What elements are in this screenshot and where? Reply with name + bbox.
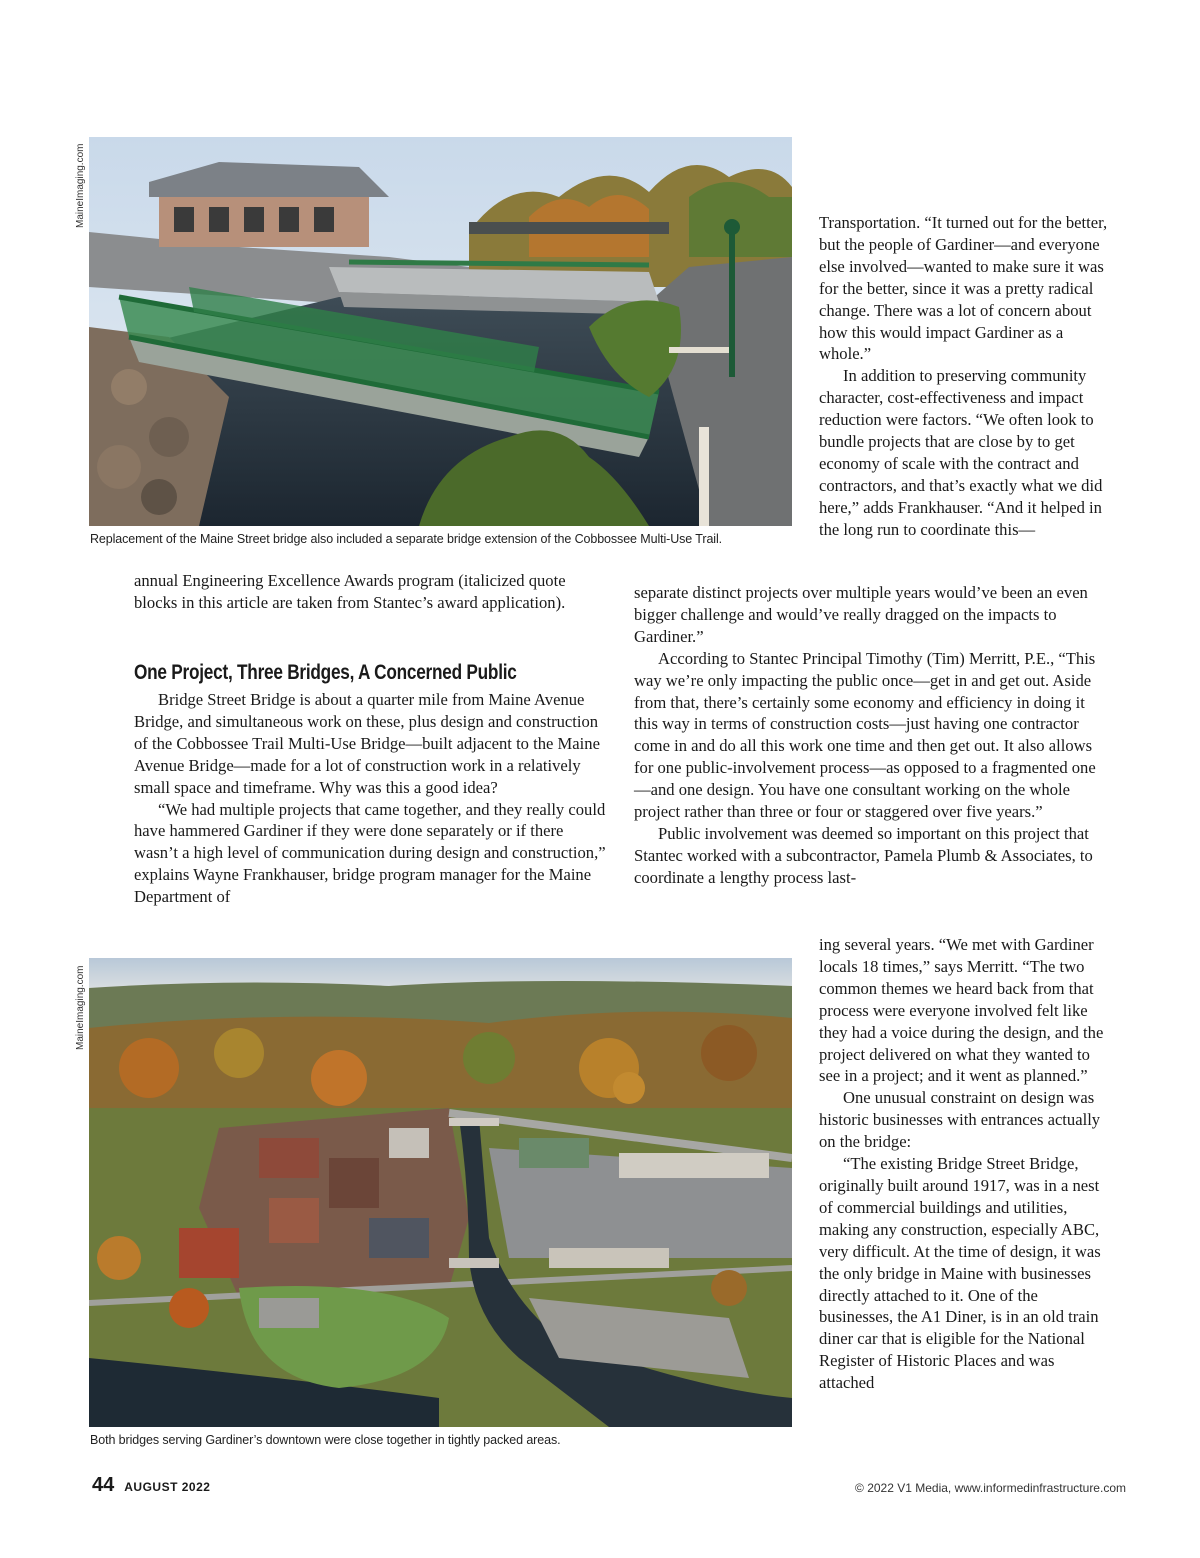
paragraph: ing several years. “We met with Gardiner locals 18 times,” says Merritt. “The two common themes we heard back from that process were everyone involved felt like they had a voice during the design, and the project delivered on what they wanted to see in a project; and it went as planned.”	[819, 935, 1104, 1086]
paragraph: separate distinct projects over multiple years would’ve been an even bigger challenge and would’ve really dragged on the impacts to Gardiner.”	[634, 583, 1088, 646]
paragraph: “The existing Bridge Street Bridge, originally built around 1917, was in a nest of commercial buildings and utilities, making any construction, especially ABC, very difficult. At the time of design, it was the only bridge in Maine with businesses directly attached to it. One of the businesses, the A1 Diner, is in an old train diner car that is eligible for the National Register of Historic Places and was attached	[819, 1154, 1101, 1393]
caption-top: Replacement of the Maine Street bridge also included a separate bridge extension of the Cobbossee Multi-Use Trail.	[90, 532, 723, 546]
aerial-photo	[89, 958, 792, 1427]
page-number: 44	[92, 1474, 115, 1496]
paragraph: annual Engineering Excellence Awards program (italicized quote blocks in this article are taken from Stantec’s award application).	[134, 571, 566, 612]
section-heading: One Project, Three Bridges, A Concerned Public	[134, 661, 517, 684]
article-left-body	[134, 689, 610, 908]
article-right-bottom	[819, 934, 1113, 1394]
copyright: © 2022 V1 Media, www.informedinfrastructure.com	[855, 1481, 1126, 1495]
article-right-middle	[634, 582, 1112, 889]
paragraph: Public involvement was deemed so important on this project that Stantec worked with a subcontractor, Pamela Plumb & Associates, to coordinate a lengthy process last-	[634, 823, 1093, 887]
caption-bottom: Both bridges serving Gardiner’s downtown were close together in tightly packed areas.	[90, 1433, 561, 1447]
paragraph: “We had multiple projects that came together, and they really could have hammered Gardiner if they were done separately or if there wasn’t a high level of communication during design and construction,” explains Wayne Frankhauser, bridge program manager for the Maine Department of	[134, 799, 606, 907]
paragraph: Transportation. “It turned out for the better, but the people of Gardiner—and everyone else involved—wanted to make sure it was for the better, since it was a pretty radical change. There was a lot of concern about how this would impact Gardiner as a whole.”	[819, 213, 1108, 364]
page-footer-left	[92, 1474, 210, 1497]
paragraph: One unusual constraint on design was historic businesses with entrances actually on the bridge:	[819, 1088, 1101, 1152]
issue-date: AUGUST 2022	[124, 1480, 211, 1494]
photo-credit-bottom: MaineImaging.com	[75, 965, 86, 1050]
article-left-intro	[134, 570, 604, 614]
photo-credit-top: MaineImaging.com	[75, 143, 86, 228]
bridge-photo	[89, 137, 792, 526]
paragraph: Bridge Street Bridge is about a quarter mile from Maine Avenue Bridge, and simultaneous work on these, plus design and construction of the Cobbossee Trail Multi-Use Bridge—built adjacent to the Maine Avenue Bridge—made for a lot of construction work in a relatively small space and timeframe. Why was this a good idea?	[134, 690, 600, 797]
paragraph: In addition to preserving community character, cost-effectiveness and impact reduction were factors. “We often look to bundle projects that are close by to get economy of scale with the contract and contractors, and that’s exactly what we did here,” adds Frankhauser. “And it helped in the long run to coordinate this—	[819, 366, 1103, 539]
paragraph: According to Stantec Principal Timothy (Tim) Merritt, P.E., “This way we’re only impacting the public once—get in and get out. Aside from that, there’s certainly some economy and efficiency in doing it this way in terms of construction costs—just having one contractor come in and do all this work one time and then get out. It also allows for one public-involvement process—as opposed to a fragmented one—and one design. You have one consultant working on the whole project rather than three or four or staggered over five years.”	[634, 648, 1096, 822]
article-right-top	[819, 212, 1111, 541]
